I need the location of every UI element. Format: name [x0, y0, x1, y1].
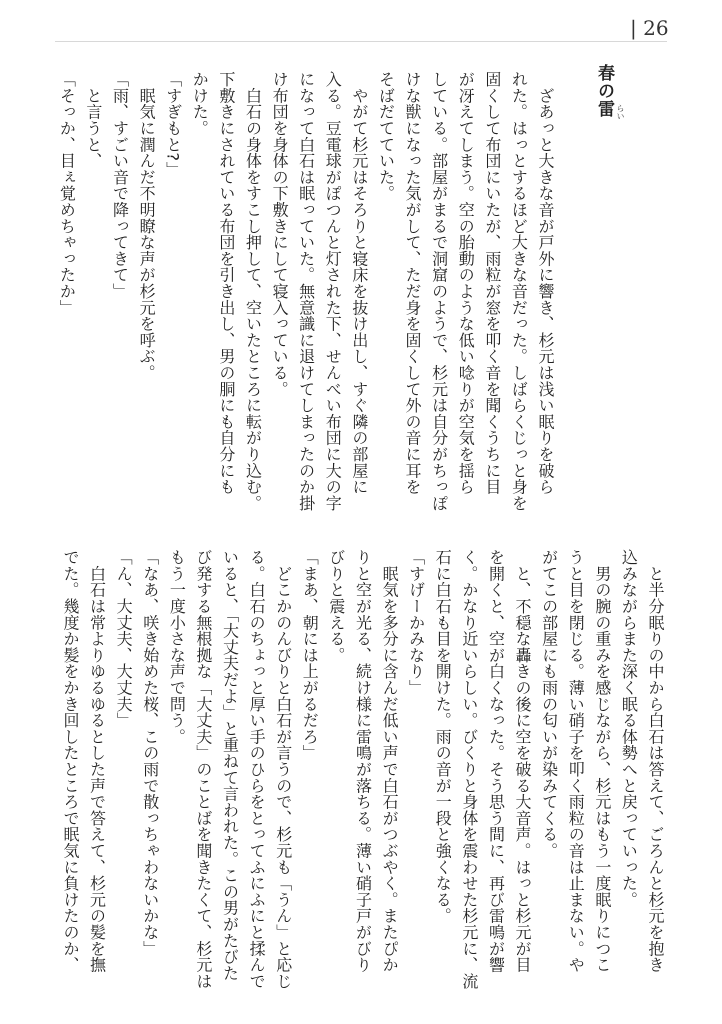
text-block-upper — [53, 71, 558, 511]
text-column: れた。はっとするほど大きな音だった。しばらくじっと身を — [509, 71, 529, 512]
story-title: 春の雷 — [594, 64, 614, 118]
text-column: び発する無根拠な「大丈夫」のことばを聞きたくて、杉元は — [193, 549, 213, 990]
text-column: を開くと、空が白くなった。そう思う間に、再び雷鳴が響 — [486, 549, 506, 973]
text-column: けな獣になった気がして、ただ身を固くして外の音に耳を — [403, 71, 423, 495]
text-column: りと空が光る、続け様に雷鳴が落ちる。薄い硝子戸がびり — [353, 549, 373, 973]
header-rule — [55, 41, 667, 42]
text-column: そばだてていた。 — [376, 71, 396, 202]
text-column: 「ん、大丈夫、大丈夫」 — [114, 549, 134, 729]
text-column: 込みながらまた深く眠る体勢へと戻っていった。 — [619, 549, 639, 908]
text-column: もう一度小さな声で問う。 — [167, 549, 187, 745]
text-column: と半分眠りの中から白石は答えて、ごろんと杉元を抱き — [646, 549, 665, 973]
text-column: 石に白石も目を開けた。雨の音が一段と強くなる。 — [433, 549, 453, 924]
title-ruby: らい — [616, 104, 625, 120]
text-column: 白石の身体をすこし押して、空いたところに転がり込む。 — [243, 71, 263, 512]
text-column: 「まあ、朝には上がるだろ」 — [300, 549, 320, 761]
text-column: 眠気を多分に含んだ低い声で白石がつぶやく。またぴか — [380, 549, 400, 973]
text-column: かけた。 — [190, 71, 210, 137]
text-column: と、不穏な轟きの後に空を破る大音声。はっと杉元が目 — [513, 549, 533, 973]
text-column: 「すげーかみなり」 — [406, 549, 426, 696]
text-column: やがて杉元はそろりと寝床を抜け出し、すぐ隣の部屋に — [349, 71, 369, 495]
text-column: 「そっか、目ぇ覚めちゃったか」 — [57, 71, 77, 316]
text-block-lower — [56, 549, 668, 989]
text-column: 「すぎもと?」 — [163, 71, 183, 178]
text-column: け布団を身体の下敷きにして寝入っている。 — [270, 71, 290, 397]
text-column: 固くして布団にいたが、雨粒が窓を叩く音を聞くうちに目 — [482, 71, 502, 495]
text-column: 下敷きにされている布団を引き出し、男の胴にも自分にも — [216, 71, 236, 495]
text-column: している。部屋がまるで洞窟のようで、杉元は自分がちっぽ — [429, 71, 449, 512]
text-column: うと目を閉じる。薄い硝子を叩く雨粒の音は止まない。や — [566, 549, 586, 973]
text-column: いると、「大丈夫だよ」と重ねて言われた。この男がたびた — [220, 549, 240, 982]
text-column: 男の腕の重みを感じながら、杉元はもう一度眠りにつこ — [592, 549, 612, 973]
text-column: が冴えてしまう。空の胎動のような低い唸りが空気を揺ら — [456, 71, 476, 495]
text-column: になって白石は眠っていた。無意識に退けてしまったのか掛 — [296, 71, 316, 512]
text-column: く。かなり近いらしい。びくりと身体を震わせた杉元に、流 — [459, 549, 479, 990]
text-column: 「なあ、咲き始めた桜、この雨で散っちゃわないかな」 — [140, 549, 160, 957]
text-column: どこかのんびりと白石が言うので、杉元も「うん」と応じ — [273, 549, 293, 990]
text-column: と言うと、 — [83, 71, 103, 169]
text-column: 眠気に潤んだ不明瞭な声が杉元を呼ぶ。 — [137, 71, 157, 381]
text-column: びりと震える。 — [326, 549, 346, 664]
text-column: 「雨、すごい音で降ってきて」 — [110, 71, 130, 300]
text-column: がてこの部屋にも雨の匂いが染みてくる。 — [539, 549, 559, 859]
text-column: る。白石のちょっと厚い手のひらをとってふにふにと揉んで — [247, 549, 267, 990]
text-column: 白石は常よりゆるゆるとした声で答えて、杉元の髪を撫 — [87, 549, 107, 973]
text-column: 入る。豆電球がぽつんと灯された下、せんべい布団に大の字 — [323, 71, 343, 512]
text-column: でた。幾度か髪をかき回したところで眠気に負けたのか、 — [60, 549, 80, 973]
page-number: | 26 — [630, 16, 669, 40]
text-column: ざあっと大きな音が戸外に響き、杉元は浅い眠りを破ら — [536, 71, 555, 495]
